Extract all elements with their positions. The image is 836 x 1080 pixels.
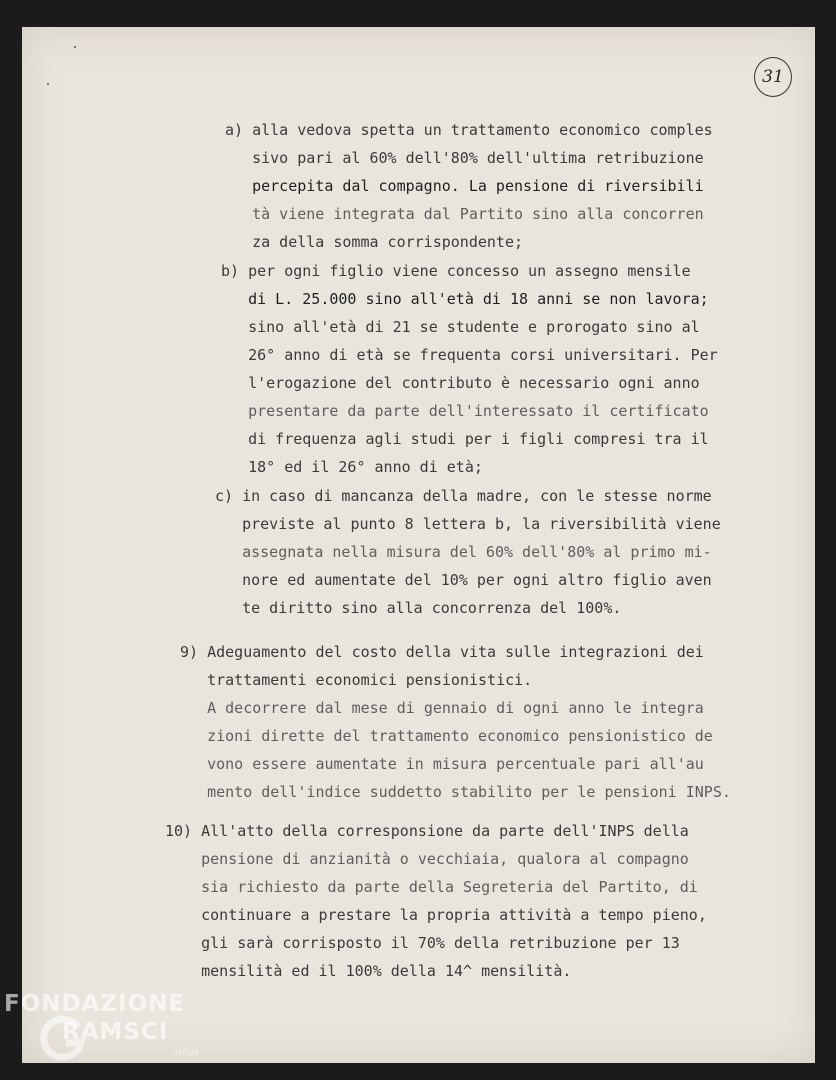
text-line: a) alla vedova spetta un trattamento economico comples: [225, 121, 713, 139]
text-line: gli sarà corrisposto il 70% della retribuzione per 13: [165, 934, 680, 952]
text-line: mento dell'indice suddetto stabilito per le pensioni INPS.: [180, 783, 731, 801]
text-line: percepita dal compagno. La pensione di riversibili: [225, 177, 704, 195]
text-line: vono essere aumentate in misura percentuale pari all'au: [180, 755, 704, 773]
text-line: 26° anno di età se frequenta corsi universitari. Per: [221, 346, 718, 364]
watermark-line1: FONDAZIONE: [4, 991, 186, 1017]
text-line: trattamenti economici pensionistici.: [180, 671, 533, 689]
text-line: continuare a prestare la propria attività a tempo pieno,: [165, 906, 707, 924]
text-line: pensione di anzianità o vecchiaia, qualora al compagno: [165, 850, 689, 868]
speck: [47, 83, 49, 85]
text-line: sia richiesto da parte della Segreteria del Partito, di: [165, 878, 698, 896]
watermark-suffix: onlus: [172, 1047, 199, 1058]
text-line: sino all'età di 21 se studente e prorogato sino al: [221, 318, 700, 336]
text-line: c) in caso di mancanza della madre, con le stesse norme: [215, 487, 712, 505]
text-line: sivo pari al 60% dell'80% dell'ultima retribuzione: [225, 149, 704, 167]
text-line: nore ed aumentate del 10% per ogni altro figlio aven: [215, 571, 712, 589]
text-line: A decorrere dal mese di gennaio di ogni anno le integra: [180, 699, 704, 717]
text-line: di frequenza agli studi per i figli compresi tra il: [221, 430, 709, 448]
text-line: tà viene integrata dal Partito sino alla concorren: [225, 205, 704, 223]
watermark-line2: RAMSCI: [62, 1019, 169, 1045]
watermark: [4, 991, 214, 1076]
text-line: za della somma corrispondente;: [225, 233, 524, 251]
text-line: l'erogazione del contributo è necessario ogni anno: [221, 374, 700, 392]
text-line: 9) Adeguamento del costo della vita sulle integrazioni dei: [180, 643, 704, 661]
text-line: presentare da parte dell'interessato il certificato: [221, 402, 709, 420]
text-line: 10) All'atto della corresponsione da parte dell'INPS della: [165, 822, 689, 840]
speck: [74, 46, 76, 48]
text-line: mensilità ed il 100% della 14^ mensilità.: [165, 962, 572, 980]
page-number: 31: [754, 57, 792, 97]
text-line: previste al punto 8 lettera b, la riversibilità viene: [215, 515, 721, 533]
text-line: b) per ogni figlio viene concesso un assegno mensile: [221, 262, 691, 280]
text-line: 18° ed il 26° anno di età;: [221, 458, 483, 476]
text-line: zioni dirette del trattamento economico pensionistico de: [180, 727, 713, 745]
text-line: assegnata nella misura del 60% dell'80% al primo mi-: [215, 543, 712, 561]
text-line: di L. 25.000 sino all'età di 18 anni se non lavora;: [221, 290, 709, 308]
text-line: te diritto sino alla concorrenza del 100%.: [215, 599, 622, 617]
